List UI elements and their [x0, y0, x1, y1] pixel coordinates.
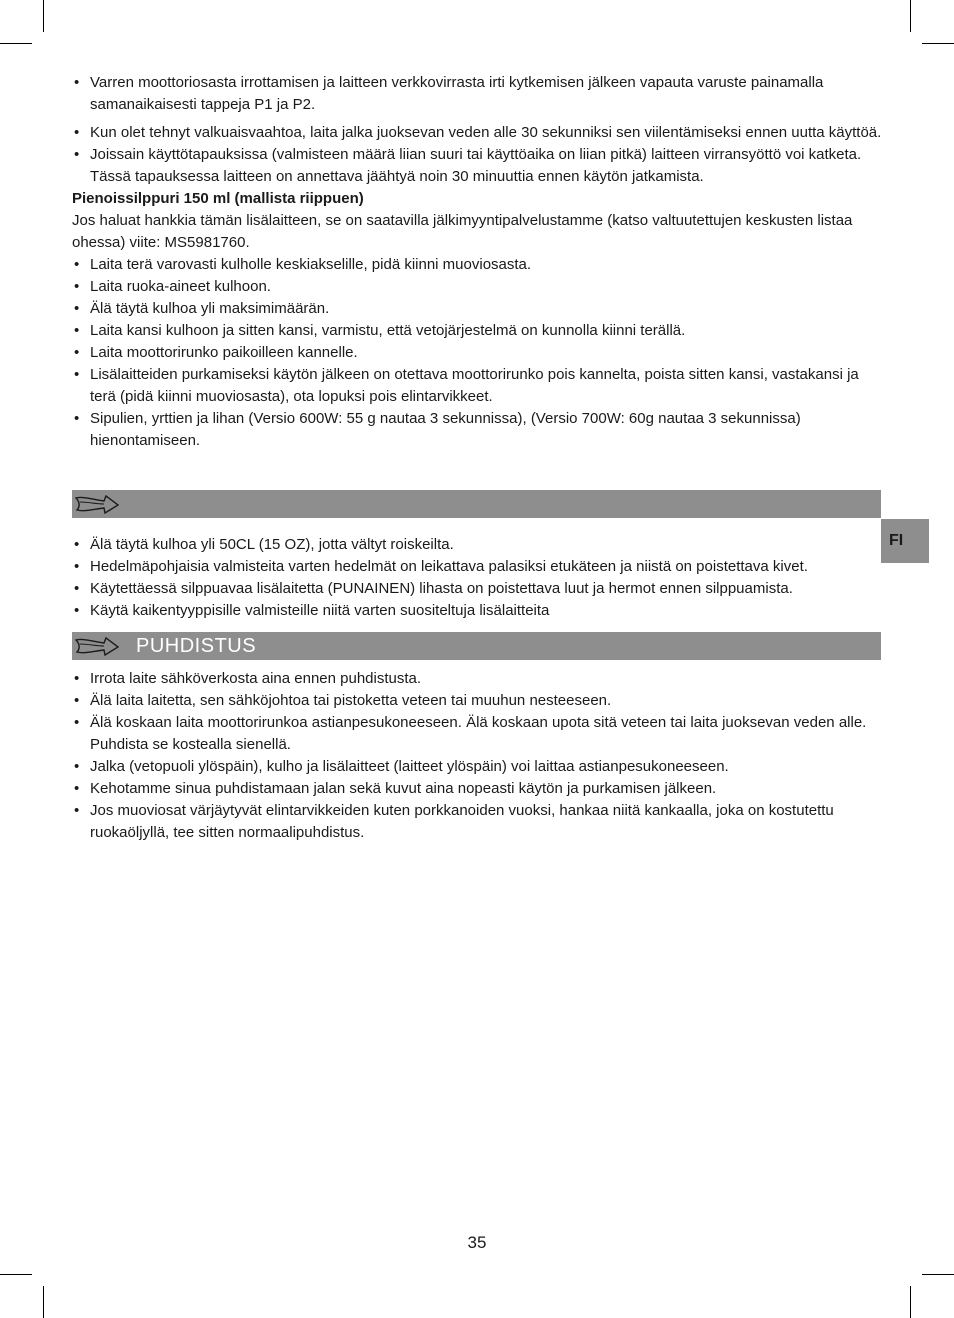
list-item: • Laita moottorirunko paikoilleen kannelle. [72, 342, 882, 364]
crop-mark [922, 43, 954, 44]
list-item: • Jalka (vetopuoli ylöspäin), kulho ja lisälaitteet (laitteet ylöspäin) voi laittaa astianpesukoneeseen. [72, 756, 882, 778]
list-item: • Kehotamme sinua puhdistamaan jalan sekä kuvut aina nopeasti käytön ja purkamisen jälkeen. [72, 778, 882, 800]
instructions-list [72, 72, 882, 188]
page-number: 35 [467, 1233, 487, 1252]
list-item: • Kun olet tehnyt valkuaisvaahtoa, laita jalka juoksevan veden alle 30 sekunniksi sen viilentämiseksi ennen uutta käyttöä. [72, 122, 882, 144]
mini-chopper-intro: Jos haluat hankkia tämän lisälaitteen, se on saatavilla jälkimyyntipalvelustamme (katso valtuutettujen keskusten listaa ohessa) viite: MS5981760. [72, 212, 853, 251]
list-item: • Irrota laite sähköverkosta aina ennen puhdistusta. [72, 668, 882, 690]
list-item: • Laita terä varovasti kulholle keskiakselille, pidä kiinni muoviosasta. [72, 254, 882, 276]
list-item: • Laita kansi kulhoon ja sitten kansi, varmistu, että vetojärjestelmä on kunnolla kiinni terällä. [72, 320, 882, 342]
crop-mark [0, 43, 32, 44]
crop-mark [910, 0, 911, 32]
list-item: • Lisälaitteiden purkamiseksi käytön jälkeen on otettava moottorirunko pois kannelta, poista sitten kansi, vastakansi ja terä (pidä kiinni muoviosasta), ota lopuksi pois elintarvikkeet. [72, 364, 882, 408]
list-item: • Laita ruoka-aineet kulhoon. [72, 276, 882, 298]
crop-mark [43, 0, 44, 32]
list-item: • Käytettäessä silppuavaa lisälaitetta (PUNAINEN) lihasta on poistettava luut ja hermot ennen silppuamista. [72, 578, 882, 600]
list-item: • Jos muoviosat värjäytyvät elintarvikkeiden kuten porkkanoiden vuoksi, hankaa niitä kankaalla, joka on kostutettu ruokaöljyllä, tee sitten normaalipuhdistus. [72, 800, 882, 844]
cleaning-list [72, 668, 882, 844]
crop-mark [43, 1286, 44, 1318]
crop-mark [910, 1286, 911, 1318]
cleaning-content [72, 668, 882, 844]
crop-mark [0, 1274, 32, 1275]
cleaning-section-header [72, 632, 881, 660]
tips-list [72, 534, 882, 622]
mini-chopper-list [72, 254, 882, 452]
section-title: PUHDISTUS [136, 634, 257, 657]
list-item: • Käytä kaikentyyppisille valmisteille niitä varten suositeltuja lisälaitteita [72, 600, 882, 622]
list-item: • Älä täytä kulhoa yli maksimimäärän. [72, 298, 882, 320]
list-item: • Älä laita laitetta, sen sähköjohtoa tai pistoketta veteen tai muuhun nesteeseen. [72, 690, 882, 712]
hand-arrow-icon [74, 492, 120, 516]
main-content [72, 72, 882, 452]
language-tab: FI [881, 519, 929, 563]
list-item: • Älä täytä kulhoa yli 50CL (15 OZ), jotta vältyt roiskeilta. [72, 534, 882, 556]
list-item: • Joissain käyttötapauksissa (valmisteen määrä liian suuri tai käyttöaika on liian pitkä) laitteen virransyöttö voi katketa. Tässä tapauksessa laitteen on annettava jäähtyä noin 30 minuuttia ennen käytön jatkamista. [72, 144, 882, 188]
list-item: • Varren moottoriosasta irrottamisen ja laitteen verkkovirrasta irti kytkemisen jälkeen vapauta varuste painamalla samanaikaisesti tappeja P1 ja P2. [72, 72, 882, 116]
list-item: • Sipulien, yrttien ja lihan (Versio 600W: 55 g nautaa 3 sekunnissa), (Versio 700W: 60g nautaa 3 sekunnissa) hienontamiseen. [72, 408, 882, 452]
crop-mark [922, 1274, 954, 1275]
list-item: • Älä koskaan laita moottorirunkoa astianpesukoneeseen. Älä koskaan upota sitä veteen tai laita juoksevan veden alle. Puhdista se kostealla sienellä. [72, 712, 882, 756]
tips-content [72, 534, 882, 622]
tips-section-header [72, 490, 881, 518]
list-item: • Hedelmäpohjaisia valmisteita varten hedelmät on leikattava palasiksi etukäteen ja niistä on poistettava kivet. [72, 556, 882, 578]
hand-arrow-icon [74, 634, 120, 658]
mini-chopper-heading: Pienoissilppuri 150 ml (mallista riippuen) [72, 190, 364, 207]
